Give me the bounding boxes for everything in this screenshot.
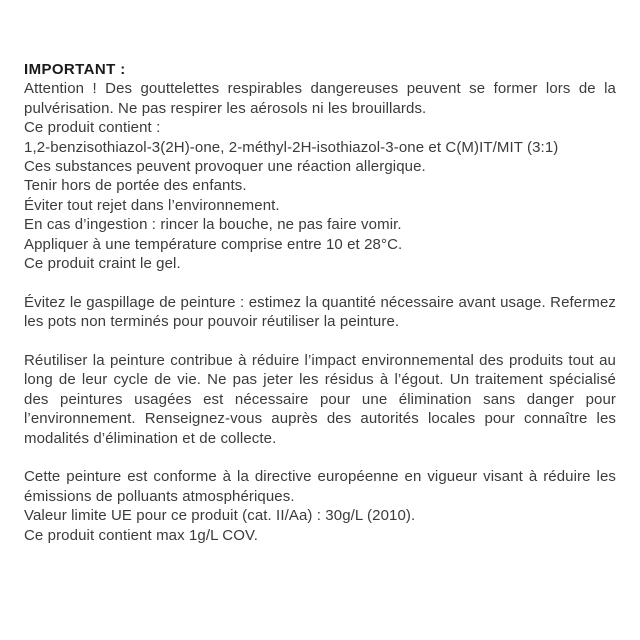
allergy-warning: Ces substances peuvent provoquer une réaction allergique. [24, 158, 426, 176]
important-heading: IMPORTANT : [24, 61, 126, 78]
ingestion-advice: En cas d’ingestion : rincer la bouche, ne pas faire vomir. [24, 216, 402, 234]
spray-warning: Attention ! Des gouttelettes respirables dangereuses peuvent se former lors de la pulvérisation. Ne pas respirer les aérosols ni les brouillards. [24, 80, 616, 117]
waste-advice: Évitez le gaspillage de peinture : estimez la quantité nécessaire avant usage. Refermez les pots non terminés pour pouvoir réutiliser la peinture. [24, 293, 616, 331]
eu-directive-statement: Cette peinture est conforme à la directive européenne en vigueur visant à réduire les émissions de polluants atmosphériques. [24, 468, 616, 505]
frost-warning: Ce produit craint le gel. [24, 255, 181, 273]
label-text-block [24, 60, 616, 545]
environment-release-warning: Éviter tout rejet dans l’environnement. [24, 196, 280, 214]
biocide-substances: 1,2-benzisothiazol-3(2H)-one, 2-méthyl-2H-isothiazol-3-one et C(M)IT/MIT (3:1) [24, 138, 559, 156]
voc-content-statement: Ce produit contient max 1g/L COV. [24, 526, 258, 544]
voc-limit-statement: Valeur limite UE pour ce produit (cat. II/Aa) : 30g/L (2010). [24, 507, 416, 525]
application-temperature: Appliquer à une température comprise entre 10 et 28°C. [24, 235, 403, 253]
recycling-advice: Réutiliser la peinture contribue à réduire l’impact environnemental des produits tout au long de leur cycle de vie. Ne pas jeter les résidus à l’égout. Un traitement spécialisé des peintures usagées est nécessaire pour une élimination sans danger pour l’environnement. Renseignez-vous auprès des autorités locales pour connaître les modalités d’élimination et de collecte. [24, 352, 616, 447]
contains-intro: Ce produit contient : [24, 119, 161, 137]
keep-away-from-children: Tenir hors de portée des enfants. [24, 177, 247, 195]
